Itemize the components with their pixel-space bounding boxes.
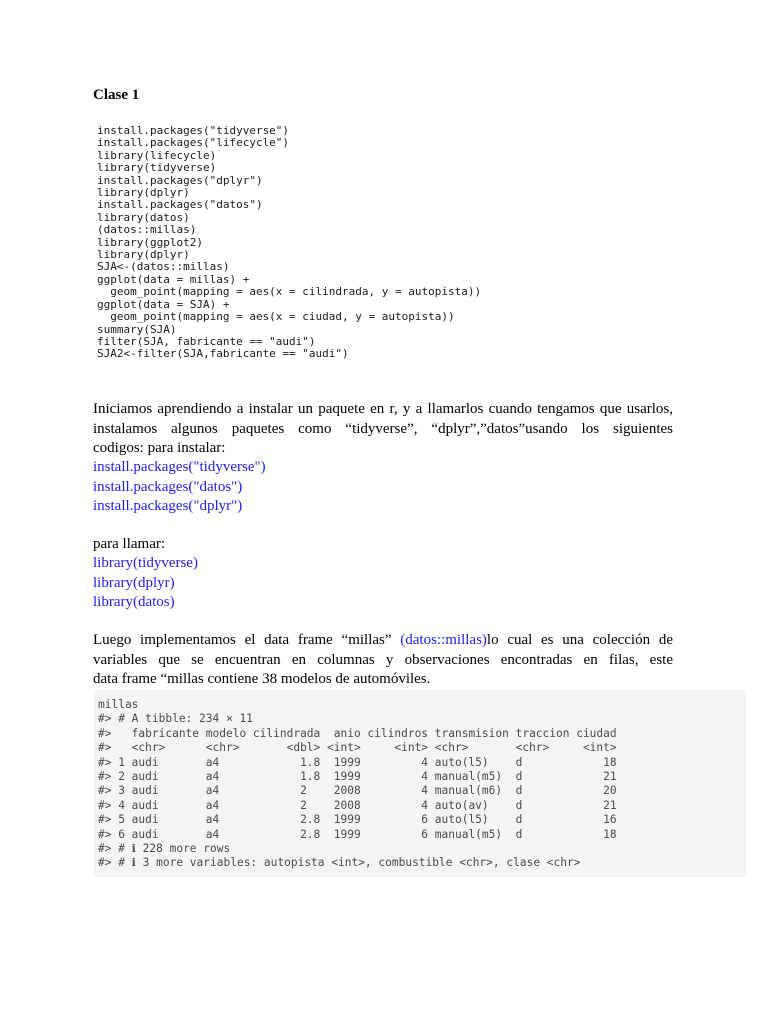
console-line: #> fabricante modelo cilindrada anio cilindros transmision traccion ciudad [98, 726, 617, 740]
dataframe-code: (datos::millas) [400, 632, 487, 648]
console-line: #> 6 audi a4 2.8 1999 6 manual(m5) d 18 [98, 827, 617, 841]
install-command: install.packages("datos") [93, 478, 243, 495]
code-line: library(tidyverse) [97, 161, 217, 175]
code-line: SJA2<-filter(SJA,fabricante == "audi") [97, 347, 349, 361]
code-line: summary(SJA) [97, 322, 177, 336]
dataframe-line: data frame “millas contiene 38 modelos de automóviles. [93, 671, 431, 687]
library-command: library(dplyr) [93, 574, 175, 591]
code-line: install.packages("lifecycle") [97, 136, 290, 150]
console-line: #> 1 audi a4 1.8 1999 4 auto(l5) d 18 [98, 755, 617, 769]
dataframe-paragraph [93, 631, 673, 690]
dataframe-text: lo cual es una colección de [486, 632, 673, 648]
code-line: library(dplyr) [97, 248, 190, 262]
code-line: SJA<-(datos::millas) [97, 260, 230, 274]
code-line: library(lifecycle) [97, 148, 217, 162]
dataframe-line: variables que se encuentran en columnas y observaciones encontradas en filas, este [93, 651, 673, 668]
intro-line: Iniciamos aprendiendo a instalar un paquete en r, y a llamarlos cuando tengamos que usarlos, [93, 401, 673, 417]
install-commands [93, 458, 673, 517]
code-line: ggplot(data = millas) + [97, 272, 250, 286]
code-screenshot [97, 125, 517, 361]
dataframe-line [93, 631, 673, 651]
code-line: library(ggplot2) [97, 235, 203, 249]
code-line: install.packages("dplyr") [97, 173, 263, 187]
console-line: #> # ℹ 3 more variables: autopista <int>, combustible <chr>, clase <chr> [98, 856, 581, 870]
code-line: library(dplyr) [97, 186, 190, 200]
console-line: #> # A tibble: 234 × 11 [98, 712, 253, 726]
library-command: library(datos) [93, 594, 175, 610]
code-line: geom_point(mapping = aes(x = cilindrada, y = autopista)) [97, 285, 482, 299]
library-commands [93, 554, 673, 613]
console-line: millas [98, 698, 139, 711]
library-command: library(tidyverse) [93, 555, 198, 571]
intro-paragraph [93, 400, 673, 459]
console-output [94, 690, 746, 877]
console-line: #> 2 audi a4 1.8 1999 4 manual(m5) d 21 [98, 770, 617, 784]
intro-line: codigos: para instalar: [93, 440, 226, 456]
code-line: library(datos) [97, 210, 190, 224]
install-command: install.packages("dplyr") [93, 498, 243, 514]
console-line: #> <chr> <chr> <dbl> <int> <int> <chr> <chr> <int> [98, 741, 617, 755]
console-line: #> 4 audi a4 2 2008 4 auto(av) d 21 [98, 798, 617, 812]
code-line: filter(SJA, fabricante == "audi") [97, 334, 316, 348]
page-heading: Clase 1 [93, 87, 140, 103]
intro-line: instalamos algunos paquetes como “tidyverse”, “dplyr”,”datos”usando los siguientes [93, 420, 673, 437]
code-line: install.packages("datos") [97, 198, 263, 212]
console-line: #> # ℹ 228 more rows [98, 842, 231, 856]
install-command: install.packages("tidyverse") [93, 459, 266, 475]
code-line: geom_point(mapping = aes(x = ciudad, y = autopista)) [97, 310, 455, 324]
code-line: install.packages("tidyverse") [97, 124, 290, 137]
console-line: #> 3 audi a4 2 2008 4 manual(m6) d 20 [98, 784, 617, 798]
console-line: #> 5 audi a4 2.8 1999 6 auto(l5) d 16 [98, 813, 617, 827]
call-label: para llamar: [93, 536, 166, 552]
code-line: ggplot(data = SJA) + [97, 297, 230, 311]
dataframe-text: Luego implementamos el data frame “millas” [93, 632, 401, 648]
code-line: (datos::millas) [97, 223, 197, 237]
